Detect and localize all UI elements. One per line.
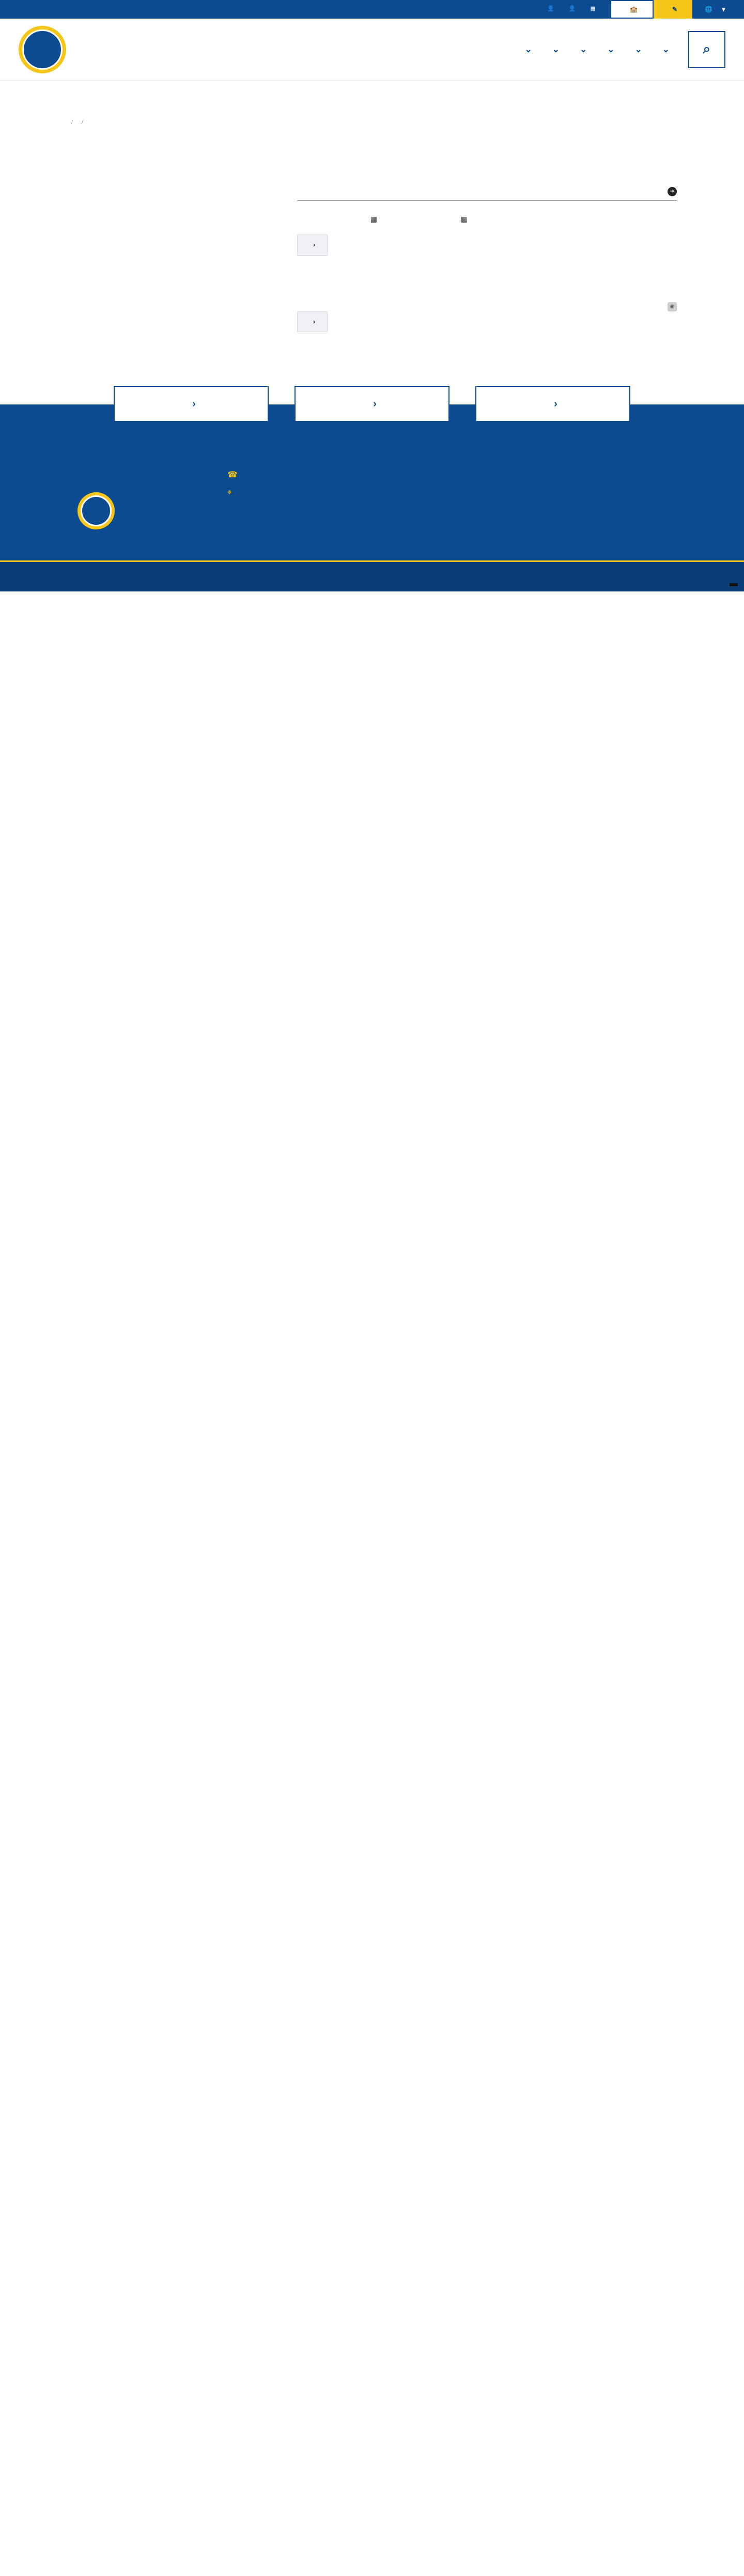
sidebar (67, 152, 261, 332)
calendar-icon: ▦ (460, 214, 468, 223)
nav-enrollment[interactable] (550, 43, 560, 56)
site-logo[interactable] (19, 26, 71, 73)
keyword-search-input[interactable] (297, 183, 677, 201)
location-pin-icon: ⌖ (227, 488, 233, 497)
staff-portal-link[interactable] (569, 5, 579, 13)
footer-topics (465, 461, 667, 529)
chevron-right-icon: › (192, 398, 196, 410)
enroll-button[interactable] (654, 0, 692, 19)
site-footer (0, 398, 744, 560)
contact-us-button[interactable] (295, 386, 450, 422)
calendar-link[interactable] (591, 5, 599, 13)
person-icon: 👤 (568, 6, 576, 12)
footer-contact (227, 461, 434, 529)
nav-families[interactable] (632, 43, 642, 56)
globe-icon: 🌐 (705, 5, 713, 13)
breadcrumb: / / (71, 118, 84, 126)
chevron-down-icon: ⌄ (607, 44, 615, 54)
chevron-down-icon: ⌄ (634, 44, 642, 54)
end-date-input[interactable] (388, 212, 468, 227)
site-header (0, 19, 744, 81)
logo-badge (78, 492, 115, 529)
chevron-down-icon: ⌄ (552, 44, 560, 54)
nav-about[interactable] (522, 43, 532, 56)
chevron-down-icon: ⌄ (580, 44, 587, 54)
calendar-icon: ▦ (590, 6, 596, 12)
nav-students[interactable] (605, 43, 614, 56)
news-search (297, 183, 677, 256)
primary-nav (522, 43, 670, 56)
footer-bottom-strip (0, 560, 744, 591)
phone-icon: ☎ (227, 470, 238, 479)
search-button[interactable] (688, 31, 725, 68)
search-submit-button[interactable] (297, 235, 328, 255)
page-content (67, 81, 677, 332)
calendar-icon: ▦ (370, 214, 377, 223)
search-icon: ⌕ (703, 40, 711, 56)
pencil-icon: ✎ (672, 5, 678, 13)
person-icon: 👤 (547, 6, 554, 12)
load-more-button[interactable] (297, 311, 328, 332)
footer-logo[interactable] (78, 492, 196, 529)
start-date-input[interactable] (297, 212, 377, 227)
utility-bar (0, 0, 744, 19)
nav-academics[interactable] (577, 43, 587, 56)
parent-portal-link[interactable] (547, 5, 557, 13)
chevron-down-icon: ▾ (722, 5, 725, 13)
logo-badge (19, 26, 66, 73)
enroll-now-button[interactable] (114, 386, 269, 422)
nav-community[interactable] (660, 43, 670, 56)
chevron-right-icon: › (313, 241, 316, 249)
chevron-down-icon: ⌄ (662, 44, 670, 54)
schools-button[interactable] (610, 0, 654, 19)
main-column (297, 152, 677, 332)
powered-by-badge[interactable] (730, 583, 738, 586)
chevron-down-icon: ⌄ (524, 44, 532, 54)
find-a-school-button[interactable] (475, 386, 630, 422)
language-selector[interactable] (692, 5, 744, 14)
chevron-right-icon: › (373, 398, 377, 410)
rss-icon[interactable]: ◉ (668, 302, 677, 311)
arrow-right-icon[interactable]: ➜ (668, 187, 677, 196)
chevron-right-icon: › (313, 317, 316, 325)
school-icon: 🏫 (630, 5, 638, 13)
chevron-right-icon: › (554, 398, 558, 410)
